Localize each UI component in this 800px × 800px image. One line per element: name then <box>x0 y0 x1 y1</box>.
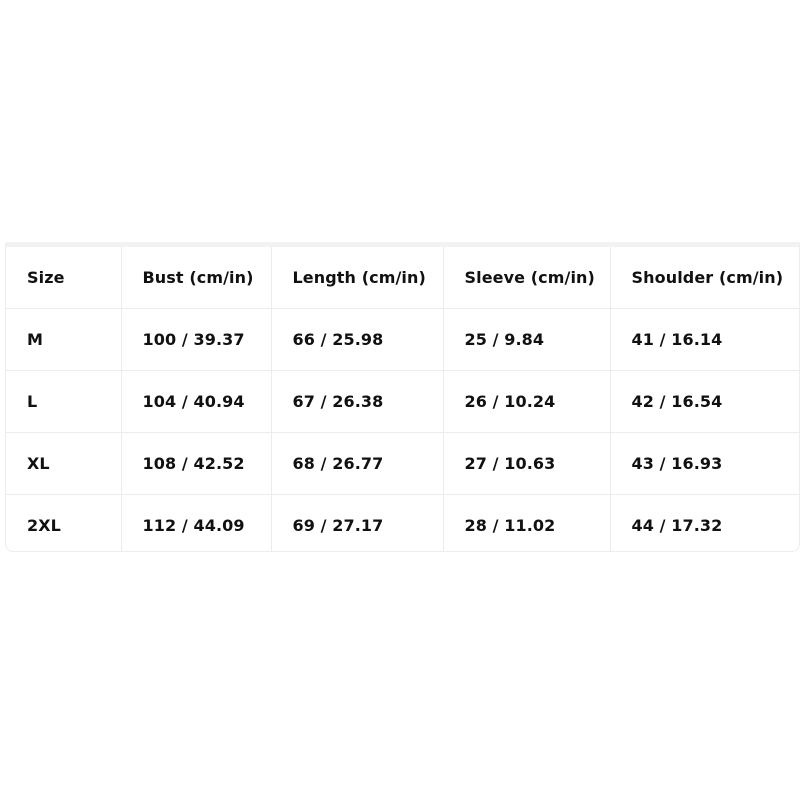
cell-shoulder: 44 / 17.32 <box>631 516 723 535</box>
cell-length: 67 / 26.38 <box>271 371 443 433</box>
cell-shoulder: 43 / 16.93 <box>610 433 800 495</box>
table-row <box>6 309 800 371</box>
size-chart-table <box>6 247 800 552</box>
cell-shoulder: 42 / 16.54 <box>610 371 800 433</box>
header-shoulder: Shoulder (cm/in) <box>610 247 800 309</box>
cell-sleeve: 25 / 9.84 <box>443 309 610 371</box>
cell-bust: 104 / 40.94 <box>121 371 271 433</box>
header-row <box>6 247 800 309</box>
header-bust: Bust (cm/in) <box>121 247 271 309</box>
table-row <box>6 495 800 553</box>
cell-bust: 112 / 44.09 <box>121 495 271 553</box>
table-row <box>6 371 800 433</box>
cell-length: 66 / 25.98 <box>271 309 443 371</box>
cell-length: 69 / 27.17 <box>271 495 443 553</box>
cell-sleeve: 26 / 10.24 <box>443 371 610 433</box>
table-row <box>6 433 800 495</box>
header-size: Size <box>6 247 121 309</box>
cell-length: 68 / 26.77 <box>271 433 443 495</box>
cell-sleeve: 27 / 10.63 <box>443 433 610 495</box>
cell-shoulder: 41 / 16.14 <box>610 309 800 371</box>
cell-sleeve: 28 / 11.02 <box>443 495 610 553</box>
header-length: Length (cm/in) <box>271 247 443 309</box>
cell-size: 2XL <box>6 495 121 553</box>
cell-size: XL <box>6 433 121 495</box>
cell-bust: 108 / 42.52 <box>121 433 271 495</box>
header-sleeve: Sleeve (cm/in) <box>443 247 610 309</box>
cell-size: M <box>6 309 121 371</box>
size-chart <box>5 242 800 552</box>
cell-size: L <box>6 371 121 433</box>
cell-bust: 100 / 39.37 <box>121 309 271 371</box>
